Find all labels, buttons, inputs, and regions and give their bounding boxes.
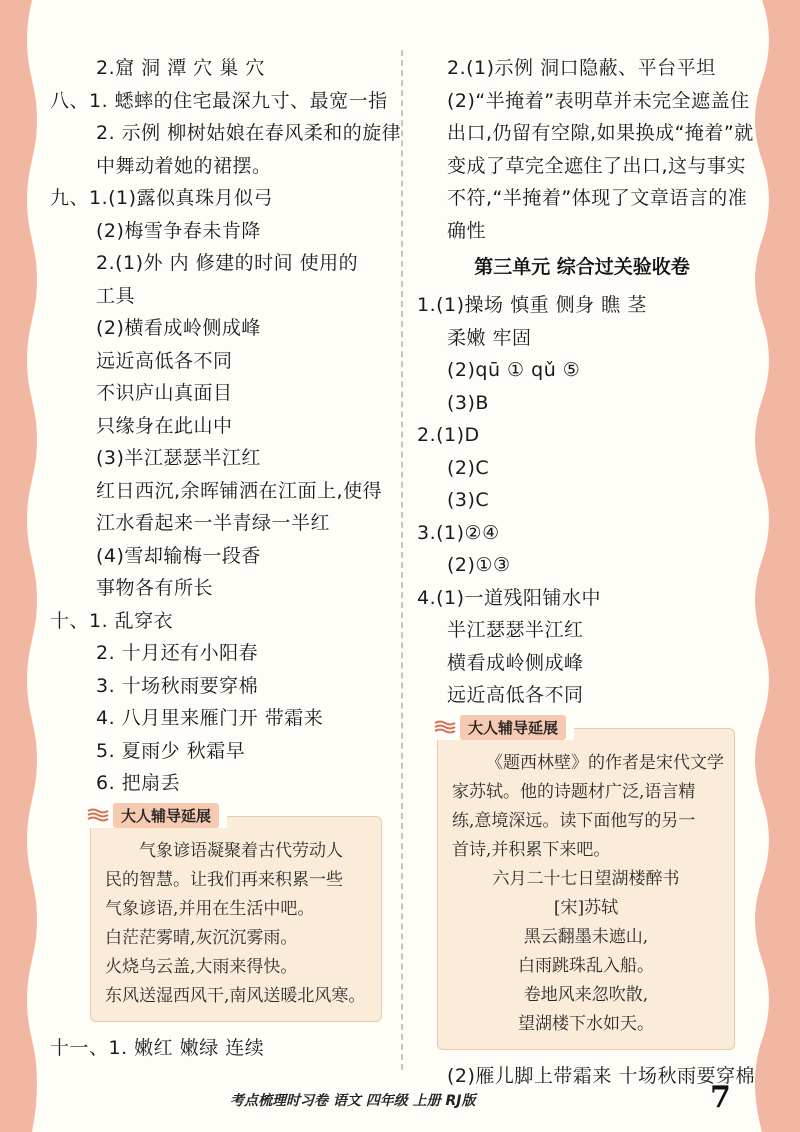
answer-line: 事物各有所长 <box>96 577 214 599</box>
tip-line: 民的智慧。让我们再来积累一些 <box>105 869 343 890</box>
right-column <box>417 52 755 1092</box>
tip-line: 气象谚语凝聚着古代劳动人 <box>139 840 343 861</box>
answer-line: 2. 十月还有小阳春 <box>96 642 259 664</box>
answer-line: 江水看起来一半青绿一半红 <box>96 512 331 534</box>
answer-line: 3. 十场秋雨要穿棉 <box>96 674 259 697</box>
answer-line: 柔嫩 牢固 <box>447 326 532 349</box>
column-divider <box>401 50 403 1070</box>
left-wave-border <box>18 0 48 1132</box>
answer-line: 半江瑟瑟半江红 <box>447 619 584 641</box>
answer-line: (2)C <box>447 456 490 479</box>
answer-line: 只缘身在此山中 <box>96 414 233 437</box>
answer-line: 远近高低各不同 <box>96 349 233 372</box>
tip-label: 大人辅导延展 <box>460 715 566 740</box>
answer-line: 九、1.(1)露似真珠月似弓 <box>50 187 274 209</box>
poem-line: 卷地风来忽吹散, <box>523 984 649 1005</box>
answer-line: 工具 <box>96 284 136 307</box>
answer-line: 远近高低各不同 <box>447 684 584 706</box>
answer-line: (2)①③ <box>447 554 511 576</box>
tip-line: 气象谚语,并用在生活中吧。 <box>105 898 315 919</box>
answer-line: 红日西沉,余晖铺洒在江面上,使得 <box>96 479 383 502</box>
answer-line: (2)qū ① qǔ ⑤ <box>447 359 581 381</box>
tip-line: 《题西林壁》的作者是宋代文学 <box>486 752 724 773</box>
answer-line: 6. 把扇丢 <box>96 772 181 794</box>
answer-line: (2)梅雪争春未肯降 <box>96 219 261 242</box>
tip-line: 东风送湿西风干,南风送暖北风寒。 <box>105 985 366 1006</box>
poem-line: 黑云翻墨未遮山, <box>523 926 649 947</box>
answer-line: 2.窟 洞 潭 穴 巢 穴 <box>96 57 265 79</box>
answer-line: 2.(1)外 内 修建的时间 使用的 <box>96 252 359 274</box>
answer-line: (2)横看成岭侧成峰 <box>96 317 261 339</box>
page-footer <box>40 1082 740 1122</box>
answer-line: (3)半江瑟瑟半江红 <box>96 447 261 469</box>
answer-line: 出口,仍留有空隙,如果换成“掩着”就 <box>447 122 754 144</box>
answer-line: 十一、1. 嫩红 嫩绿 连续 <box>50 1036 265 1059</box>
answer-line: 2.(1)D <box>417 424 480 446</box>
tip-header <box>87 803 227 828</box>
tip-lines-icon <box>434 720 456 734</box>
answer-line: 1.(1)操场 慎重 侧身 瞧 茎 <box>417 294 647 316</box>
footer-text: 考点梳理时习卷 语文 四年级 上册 RJ版 <box>230 1093 476 1109</box>
poem-author: [宋]苏轼 <box>553 897 619 918</box>
tip-text <box>452 749 724 1039</box>
tip-text <box>105 837 367 1011</box>
tip-line: 首诗,并积累下来吧。 <box>452 839 611 860</box>
answer-line: (2)雁儿脚上带霜来 十场秋雨要穿棉 <box>447 1064 755 1087</box>
answer-line: 3.(1)②④ <box>417 521 500 544</box>
left-column <box>50 52 402 1064</box>
tip-box <box>90 806 382 1022</box>
answer-line: 5. 夏雨少 秋霜早 <box>96 739 246 762</box>
answer-line: (3)B <box>447 391 489 414</box>
tip-line: 火烧乌云盖,大雨来得快。 <box>105 956 298 977</box>
answer-line: 2.(1)示例 洞口隐蔽、平台平坦 <box>447 57 716 79</box>
tip-header <box>434 715 574 740</box>
answer-line: 变成了草完全遮住了出口,这与事实 <box>447 154 747 177</box>
answer-line: 不符,“半掩着”体现了文章语言的准 <box>447 187 748 209</box>
tip-line: 家苏轼。他的诗题材广泛,语言精 <box>452 781 696 802</box>
answer-line: 2. 示例 柳树姑娘在春风柔和的旋律 <box>96 122 402 144</box>
tip-line: 白茫茫雾晴,灰沉沉雾雨。 <box>105 927 298 948</box>
answer-line: 4. 八月里来雁门开 带霜来 <box>96 707 324 729</box>
page-number: 7 <box>710 1080 731 1115</box>
answer-line: 十、1. 乱穿衣 <box>50 609 174 632</box>
answer-line: 横看成岭侧成峰 <box>447 651 584 674</box>
answer-line: (2)“半掩着”表明草并未完全遮盖住 <box>447 89 750 112</box>
tip-label: 大人辅导延展 <box>113 803 219 828</box>
answer-line: 确性 <box>447 219 487 242</box>
answer-line: 中舞动着她的裙摆。 <box>96 154 272 177</box>
poem-line: 白雨跳珠乱入船。 <box>518 955 654 976</box>
poem-line: 望湖楼下水如天。 <box>518 1013 654 1034</box>
tip-line: 练,意境深远。读下面他写的另一 <box>452 810 696 831</box>
answer-line: 不识庐山真面目 <box>96 382 233 404</box>
answer-line: 八、1. 蟋蟀的住宅最深九寸、最宽一指 <box>50 89 388 112</box>
tip-lines-icon <box>87 808 109 822</box>
answer-line: (3)C <box>447 489 490 511</box>
unit-title: 第三单元 综合过关验收卷 <box>474 256 690 278</box>
poem-title: 六月二十七日望湖楼醉书 <box>492 868 680 889</box>
tip-box <box>437 718 735 1050</box>
answer-line: 4.(1)一道残阳铺水中 <box>417 586 602 609</box>
answer-line: (4)雪却输梅一段香 <box>96 544 261 567</box>
